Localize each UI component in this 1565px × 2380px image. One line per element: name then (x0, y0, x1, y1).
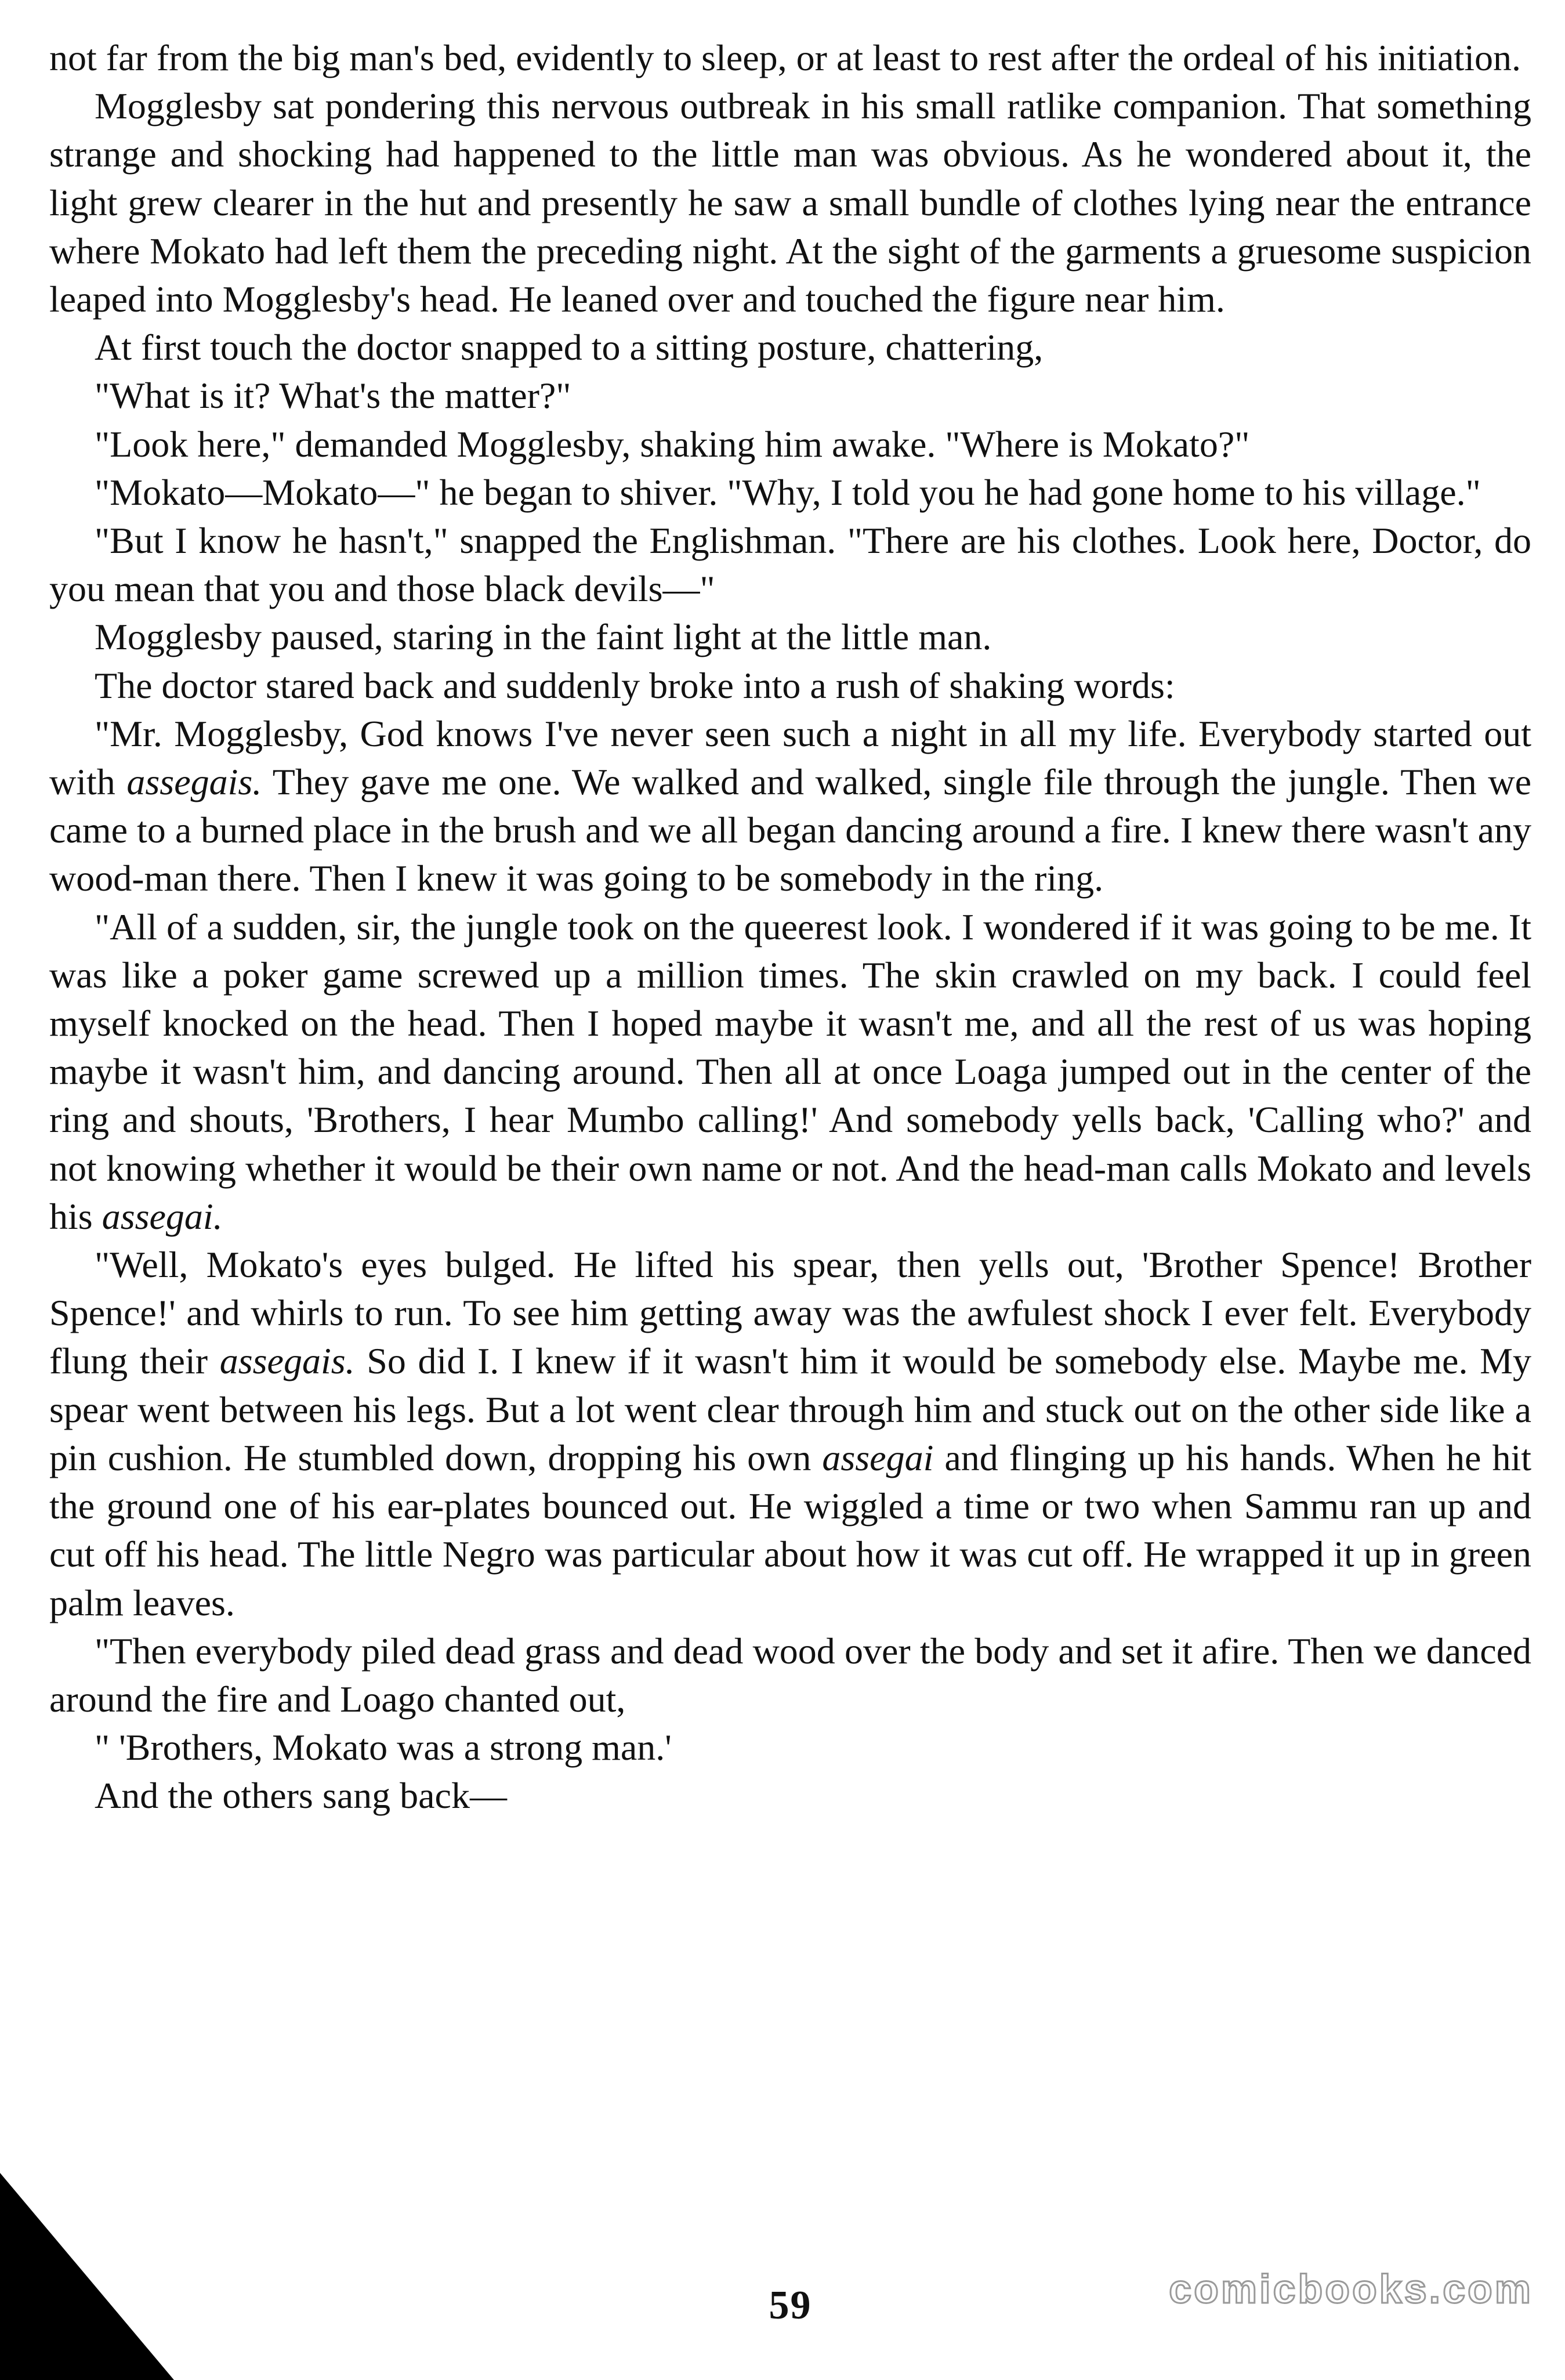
text-run: "Well, Mokato's eyes bulged. He lifted his spear, then yells out, 'Brother Spence! Brother Spence!' and whirls to run. To see him getting away was the awfulest shock I ever felt. Everybody flung their (49, 1244, 1531, 1382)
paragraph (49, 468, 1531, 516)
text-run: They gave me one. We walked and walked, single file through the jungle. Then we came to a burned place in the brush and we all began dancing around a fire. I knew there wasn't any wood-man there. Then I knew it was going to be somebody in the ring. (49, 761, 1532, 899)
paragraph (49, 516, 1531, 613)
paragraph (49, 371, 1531, 419)
italic-word: assegai. (102, 1195, 223, 1237)
text-run: and flinging up his hands. When he hit the ground one of his ear-plates bounced out. He wiggled a time or two when Sammu ran up and cut off his head. The little Negro was particular about how it was cut off. He wrapped it up in green palm leaves. (49, 1437, 1531, 1623)
text-run: Mogglesby paused, staring in the faint light at the little man. (95, 616, 992, 658)
paragraph (49, 82, 1531, 323)
italic-word: assegais. (219, 1340, 355, 1382)
book-page (49, 34, 1531, 2349)
text-run: "What is it? What's the matter?" (95, 375, 571, 417)
body-text (49, 34, 1531, 1820)
text-run: "But I know he hasn't," snapped the Englishman. "There are his clothes. Look here, Doctor, do you mean that you and those black devils—" (49, 520, 1531, 610)
paragraph (49, 1240, 1531, 1627)
page-corner-shadow (0, 2173, 174, 2380)
text-run: So did I. I knew if it wasn't him it would be somebody else. Maybe me. My spear went between his legs. But a lot went clear through him and stuck out on the other side like a pin cushion. He stumbled down, dropping his own (49, 1340, 1532, 1478)
paragraph (49, 613, 1531, 661)
text-run: At first touch the doctor snapped to a sitting posture, chattering, (95, 327, 1044, 368)
watermark-logo: comicbooks.com (1169, 2266, 1533, 2312)
paragraph (49, 1627, 1531, 1723)
page-number: 59 (769, 2283, 812, 2328)
text-run: "Mokato—Mokato—" he began to shiver. "Why, I told you he had gone home to his village." (95, 471, 1481, 513)
text-run: "Look here," demanded Mogglesby, shaking him awake. "Where is Mokato?" (95, 423, 1250, 465)
paragraph (49, 34, 1531, 82)
text-run: " 'Brothers, Mokato was a strong man.' (95, 1727, 672, 1768)
paragraph (49, 1771, 1531, 1820)
text-run: The doctor stared back and suddenly broke into a rush of shaking words: (95, 664, 1175, 706)
paragraph (49, 710, 1531, 903)
italic-word: assegai (822, 1437, 934, 1478)
text-run: And the others sang back— (95, 1775, 507, 1817)
text-run: "Then everybody piled dead grass and dead wood over the body and set it afire. Then we danced around the fire and Loago chanted out, (49, 1630, 1531, 1720)
paragraph (49, 323, 1531, 371)
text-run: "All of a sudden, sir, the jungle took on the queerest look. I wondered if it was going to be me. It was like a poker game screwed up a million times. The skin crawled on my back. I could feel myself knocked on the head. Then I hoped maybe it wasn't me, and all the rest of us was hoping maybe it wasn't him, and dancing around. Then all at once Loaga jumped out in the center of the ring and shouts, 'Brothers, I hear Mumbo calling!' And somebody yells back, 'Calling who?' and not knowing whether it would be their own name or not. And the head-man calls Mokato and levels his (49, 906, 1531, 1237)
text-run: Mogglesby sat pondering this nervous outbreak in his small ratlike companion. That something strange and shocking had happened to the little man was obvious. As he wondered about it, the light grew clearer in the hut and presently he saw a small bundle of clothes lying near the entrance where Mokato had left them the preceding night. At the sight of the garments a gruesome suspicion leaped into Mogglesby's head. He leaned over and touched the figure near him. (49, 85, 1531, 320)
paragraph (49, 661, 1531, 710)
text-run: "Mr. Mogglesby, God knows I've never seen such a night in all my life. Everybody started out with (49, 712, 1531, 803)
italic-word: assegais. (126, 761, 262, 803)
paragraph (49, 1723, 1531, 1771)
paragraph (49, 420, 1531, 468)
paragraph (49, 903, 1531, 1240)
text-run: not far from the big man's bed, evidently to sleep, or at least to rest after the ordeal of his initiation. (49, 37, 1521, 78)
